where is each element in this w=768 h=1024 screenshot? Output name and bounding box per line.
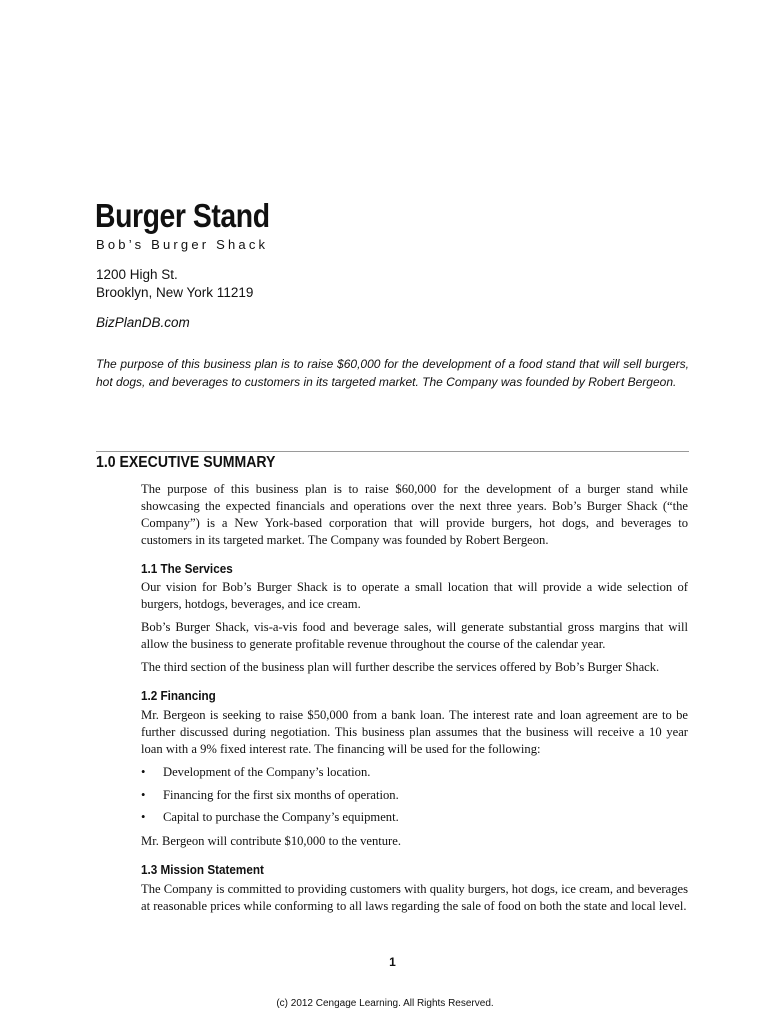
section-divider <box>96 451 689 452</box>
financing-paragraph-2: Mr. Bergeon will contribute $10,000 to the venture. <box>141 834 401 848</box>
services-paragraph-1: Our vision for Bob’s Burger Shack is to operate a small location that will provide a wide selection of burgers, hotdogs, beverages, and ice cream. <box>141 580 688 611</box>
financing-heading: 1.2 Financing <box>141 688 216 703</box>
intro-paragraph: The purpose of this business plan is to raise $60,000 for the development of a food stand that will sell burgers, hot dogs, and beverages to customers in its targeted market. The Company was founded by Robert Bergeon. <box>96 357 689 389</box>
bullet-icon: • <box>141 788 146 802</box>
list-item-text: Development of the Company’s location. <box>163 765 371 779</box>
section-heading: 1.0 EXECUTIVE SUMMARY <box>96 454 276 471</box>
document-subtitle: Bob’s Burger Shack <box>96 237 269 252</box>
services-paragraph-2: Bob’s Burger Shack, vis-a-vis food and beverage sales, will generate substantial gross margins that will allow the business to generate profitable revenue throughout the course of the calendar year. <box>141 620 688 651</box>
financing-paragraph-1: Mr. Bergeon is seeking to raise $50,000 from a bank loan. The interest rate and loan agreement are to be further discussed during negotiation. This business plan assumes that the business will receive a 10 year loan with a 9% fixed interest rate. The financing will be used for the following: <box>141 708 688 756</box>
mission-heading: 1.3 Mission Statement <box>141 862 264 877</box>
address-line-2: Brooklyn, New York 11219 <box>96 285 254 300</box>
services-heading: 1.1 The Services <box>141 561 233 576</box>
page-number: 1 <box>389 955 396 969</box>
executive-summary-paragraph: The purpose of this business plan is to raise $60,000 for the development of a burger stand while showcasing the expected financials and operations over the next three years. Bob’s Burger Shack (“the Company”) is a New York-based corporation that will provide burgers, hot dogs, and beverages to customers in its targeted market. The Company was founded by Robert Bergeon. <box>141 482 688 547</box>
address-line-1: 1200 High St. <box>96 267 178 282</box>
document-title: Burger Stand <box>95 197 270 234</box>
list-item-text: Financing for the first six months of operation. <box>163 788 399 802</box>
bullet-icon: • <box>141 810 146 824</box>
bullet-icon: • <box>141 765 146 779</box>
list-item-text: Capital to purchase the Company’s equipment. <box>163 810 399 824</box>
mission-paragraph: The Company is committed to providing customers with quality burgers, hot dogs, ice cream, and beverages at reasonable prices while conforming to all laws regarding the sale of food on both the state and local level. <box>141 882 688 913</box>
copyright-notice: (c) 2012 Cengage Learning. All Rights Reserved. <box>276 998 494 1009</box>
website-label: BizPlanDB.com <box>96 315 190 330</box>
services-paragraph-3: The third section of the business plan will further describe the services offered by Bob’s Burger Shack. <box>141 660 660 674</box>
